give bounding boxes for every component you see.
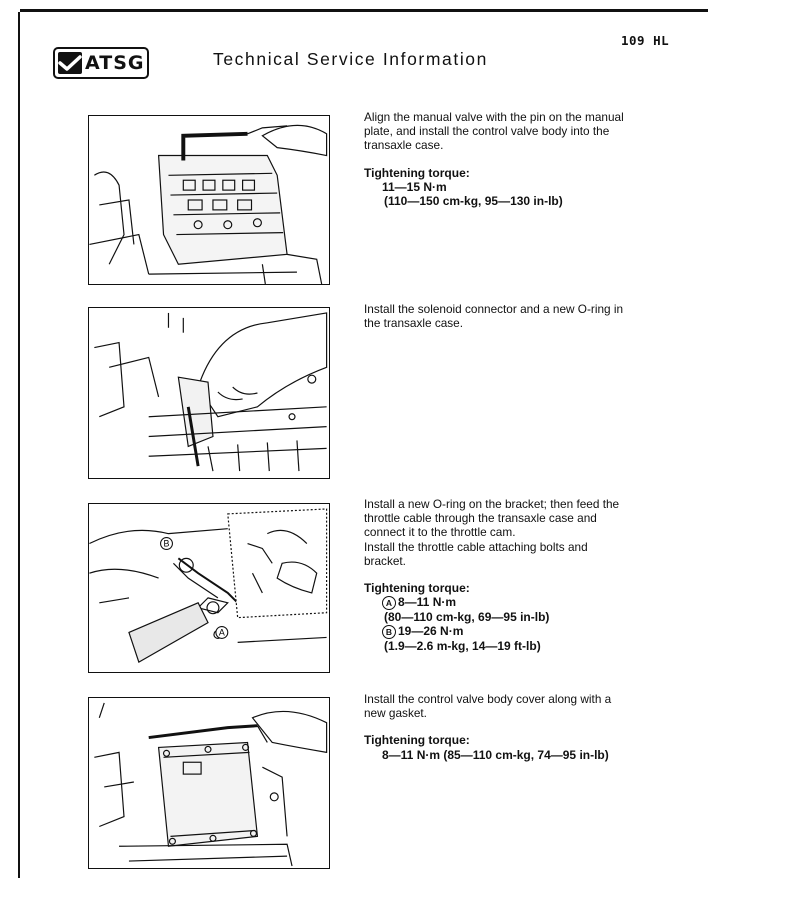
section-1-torque-label: Tightening torque: [364,165,470,180]
section-4-paragraph: Install the control valve body cover along with a new gasket. [364,692,612,721]
section-1-paragraph: Align the manual valve with the pin on the manual plate, and install the control valve body into the transaxle case. [364,110,624,153]
section-2-paragraph: Install the solenoid connector and a new O-ring in the transaxle case. [364,302,624,331]
section-4-torque-label: Tightening torque: [364,733,470,748]
section-1-torque-detail: (110—150 cm-kg, 95—130 in-lb) [384,194,563,209]
figure-label-b: B [163,538,170,549]
figure-valve-body-cover [88,697,330,869]
section-1-text [364,110,630,208]
section-3-text [364,497,630,654]
circled-b-icon: B [382,625,396,639]
section-3-torque-a-detail: (80—110 cm-kg, 69—95 in-lb) [384,610,550,625]
section-2-text [364,302,630,330]
torque-a-value: 8—11 N·m [398,595,457,610]
page-number: 109 HL [621,33,670,48]
section-3-paragraph-1: Install a new O-ring on the bracket; then feed the throttle cable through the transaxle case and connect it to the throttle cam. [364,497,620,540]
section-3-torque-a [364,595,630,610]
illustration-valve-cover [89,698,329,868]
logo-text: ATSG [85,52,145,74]
section-4-text [364,692,630,762]
atsg-logo [53,47,149,79]
left-rule [18,12,20,878]
section-3-torque-label: Tightening torque: [364,581,470,596]
checkmark-icon [58,52,82,74]
illustration-valve-body [89,116,329,284]
section-1-torque-value: 11—15 N·m [382,179,447,194]
circled-a-icon: A [382,596,396,610]
top-rule [20,9,708,12]
figure-throttle-cable [88,503,330,673]
illustration-solenoid [89,308,329,478]
section-3-torque-b-detail: (1.9—2.6 m-kg, 14—19 ft-lb) [384,639,541,654]
section-3-paragraph-2: Install the throttle cable attaching bolts and bracket. [364,539,588,568]
torque-b-value: 19—26 N·m [398,624,464,639]
section-4-torque-value: 8—11 N·m (85—110 cm-kg, 74—95 in-lb) [382,747,609,762]
section-3-torque-b [364,624,630,639]
illustration-throttle-cable [89,504,329,672]
page-title: Technical Service Information [213,49,488,69]
figure-label-a: A [218,627,225,638]
figure-solenoid-connector [88,307,330,479]
figure-valve-body-install [88,115,330,285]
